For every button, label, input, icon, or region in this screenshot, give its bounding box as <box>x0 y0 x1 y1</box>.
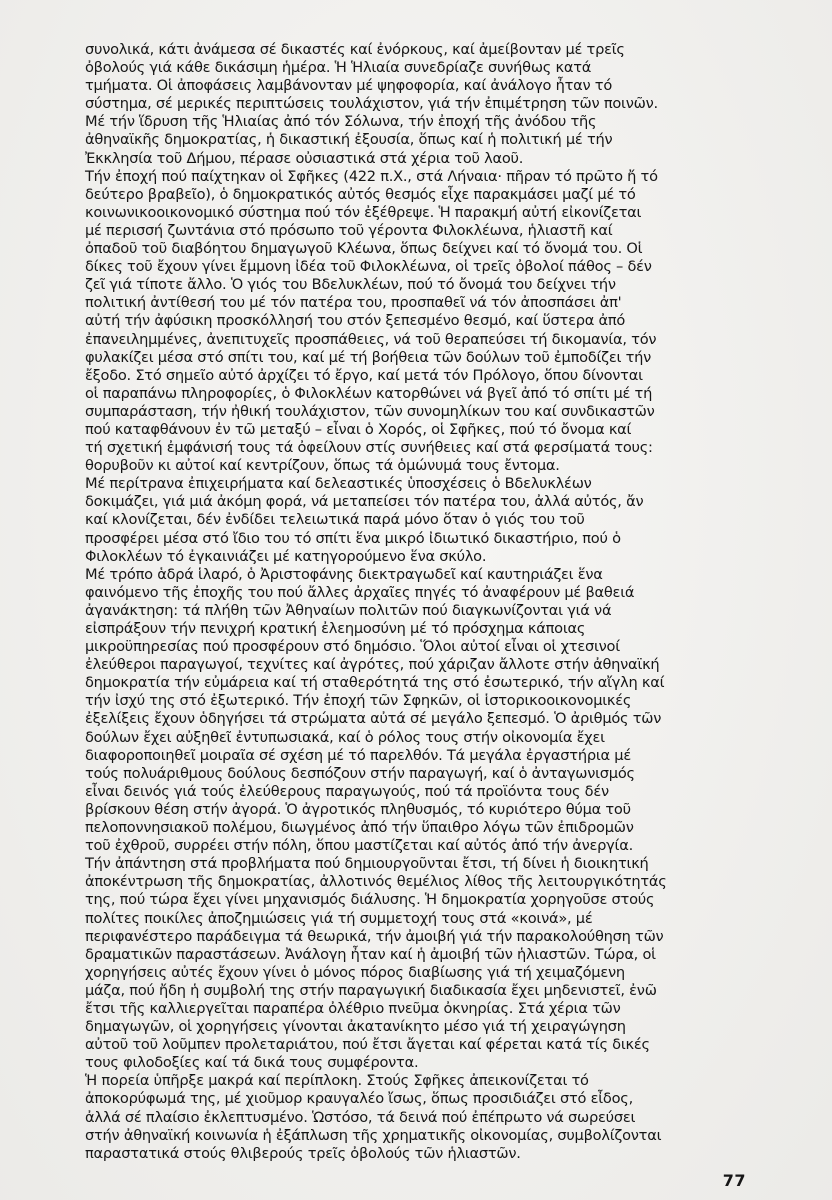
text-line: Φιλοκλέων τό ἐγκαινιάζει μέ κατηγορούμενο ἕνα σκύλο. <box>85 547 487 565</box>
text-line: πολιτική ἀντίθεσή του μέ τόν πατέρα του, προσπαθεῖ νά τόν ἀποσπάσει ἀπ' <box>85 294 622 312</box>
text-line: στήν ἀθηναϊκή κοινωνία ἡ ἐξάπλωση τῆς χρηματικῆς οἰκονομίας, συμβολίζονται <box>85 1126 662 1144</box>
text-line: ἔξοδο. Στό σημεῖο αὐτό ἀρχίζει τό ἔργο, καί μετά τόν Πρόλογο, ὅπου δίνονται <box>85 366 643 384</box>
text-line: δούλων ἔχει αὐξηθεῖ ἐντυπωσιακά, καί ὁ ρόλος τους στήν οἰκονομία ἔχει <box>85 728 605 746</box>
text-line: ἀποκέντρωση τῆς δημοκρατίας, ἀλλοτινός θεμέλιος λίθος τῆς λειτουργικότητάς <box>85 873 667 891</box>
text-line: αὐτή τήν ἀφύσικη προσκόλλησή του στόν ξεπεσμένο θεσμό, καί ὕστερα ἀπό <box>85 312 626 330</box>
text-line: κοινωνικοοικονομικό σύστημα πού τόν ἐξέθρεψε. Ἡ παρακμή αὐτή εἰκονίζεται <box>85 203 642 221</box>
text-line: βρίσκουν θέση στήν ἀγορά. Ὁ ἀγροτικός πληθυσμός, τό κυριότερο θύμα τοῦ <box>85 800 631 818</box>
text-line: της, πού τώρα ἔχει γίνει μηχανισμός διάλυσης. Ἡ δημοκρατία χορηγοῦσε στούς <box>85 891 655 909</box>
text-line: Μέ τήν ἵδρυση τῆς Ἡλιαίας ἀπό τόν Σόλωνα, τήν ἐποχή τῆς ἀνόδου τῆς <box>85 113 597 131</box>
text-line: πελοποννησιακοῦ πολέμου, διωγμένος ἀπό τήν ὕπαιθρο λόγω τῶν ἐπιδρομῶν <box>85 819 634 837</box>
text-line: πολίτες ποικίλες ἀποζημιώσεις γιά τή συμμετοχή τους στά «κοινά», μέ <box>85 909 593 927</box>
text-line: φαινόμενο τῆς ἐποχῆς του πού ἄλλες ἀρχαῖες πηγές τό ἀναφέρουν μέ βαθειά <box>85 583 635 601</box>
page-number: 77 <box>722 1171 746 1190</box>
text-line: ἐξελίξεις ἔχουν ὁδηγήσει τά στρώματα αὐτά σέ μεγάλο ξεπεσμό. Ὁ ἀριθμός τῶν <box>85 710 662 728</box>
text-line: Ἐκκλησία τοῦ Δήμου, πέρασε οὐσιαστικά στά χέρια τοῦ λαοῦ. <box>85 149 524 167</box>
text-line: δημαγωγῶν, οἱ χορηγήσεις γίνονται ἀκατανίκητο μέσο γιά τή χειραγώγηση <box>85 1018 626 1036</box>
text-line: εἶναι δεινός γιά τούς ἐλεύθερους παραγωγούς, πού τά προϊόντα τους δέν <box>85 782 609 800</box>
text-line: τούς πολυάριθμους δούλους δεσπόζουν στήν παραγωγή, καί ὁ ἀνταγωνισμός <box>85 764 635 782</box>
text-line: συμπαράσταση, τήν ἠθική τουλάχιστον, τῶν συνομηλίκων του καί συνδικαστῶν <box>85 402 655 420</box>
text-line: δοκιμάζει, γιά μιά ἀκόμη φορά, νά μεταπείσει τόν πατέρα του, ἀλλά αὐτός, ἄν <box>85 493 644 511</box>
text-line: Τήν ἀπάντηση στά προβλήματα πού δημιουργοῦνται ἔτσι, τή δίνει ἡ διοικητική <box>85 855 649 873</box>
text-line: ἐλεύθεροι παραγωγοί, τεχνίτες καί ἀγρότες, πού χάριζαν ἄλλοτε στήν ἀθηναϊκή <box>85 656 660 674</box>
text-line: τμήματα. Οἱ ἀποφάσεις λαμβάνονταν μέ ψηφοφορία, καί ἀνάλογο ἦταν τό <box>85 77 613 95</box>
text-line: μέ περισσή ζωντάνια στό πρόσωπο τοῦ γέροντα Φιλοκλέωνα, ἡλιαστῆ καί <box>85 221 613 239</box>
text-line: μικροϋπηρεσίας πού προσφέρουν στό δημόσιο. Ὅλοι αὐτοί εἶναι οἱ χτεσινοί <box>85 638 620 656</box>
text-line: συνολικά, κάτι ἀνάμεσα σέ δικαστές καί ἐνόρκους, καί ἀμείβονταν μέ τρεῖς <box>85 41 625 58</box>
body-text <box>85 41 785 1163</box>
text-line: πού καταφθάνουν ἐν τῶ μεταξύ – εἶναι ὁ Χορός, οἱ Σφῆκες, πού τό ὄνομα καί <box>85 420 632 438</box>
text-line: τους φιλοδοξίες καί τά δικά τους συμφέροντα. <box>85 1054 419 1072</box>
text-line: σύστημα, σέ μερικές περιπτώσεις τουλάχιστον, γιά τήν ἐπιμέτρηση τῶν ποινῶν. <box>85 95 658 113</box>
text-line: Μέ περίτρανα ἐπιχειρήματα καί δελεαστικές ὑποσχέσεις ὁ Βδελυκλέων <box>85 475 592 493</box>
text-line: ὀβολούς γιά κάθε δικάσιμη ἡμέρα. Ἡ Ἡλιαία συνεδρίαζε συνήθως κατά <box>85 59 592 77</box>
text-line: δημοκρατία τήν εὐμάρεια καί τή σταθερότητά της στό ἐσωτερικό, τήν αἴγλη καί <box>85 674 665 692</box>
text-line: ζεῖ γιά τίποτε ἄλλο. Ὁ γιός του Βδελυκλέων, πού τό ὄνομά του δείχνει τήν <box>85 276 616 294</box>
text-line: διαφοροποιηθεῖ μοιραῖα σέ σχέση μέ τό παρελθόν. Τά μεγάλα ἐργαστήρια μέ <box>85 746 631 764</box>
text-line: προσφέρει μέσα στό ἴδιο του τό σπίτι ἕνα μικρό ἰδιωτικό δικαστήριο, πού ὁ <box>85 529 621 547</box>
text-line: Ἡ πορεία ὑπῆρξε μακρά καί περίπλοκη. Στούς Σφῆκες ἀπεικονίζεται τό <box>85 1072 589 1090</box>
text-line: καί κλονίζεται, δέν ἐνδίδει τελειωτικά παρά μόνο ὅταν ὁ γιός του τοῦ <box>85 511 585 529</box>
text-line: δίκες τοῦ ἔχουν γίνει ἔμμονη ἰδέα τοῦ Φιλοκλέωνα, οἱ τρεῖς ὀβολοί πάθος – δέν <box>85 258 652 276</box>
text-line: θορυβοῦν κι αὐτοί καί κεντρίζουν, ὅπως τά ὁμώνυμά τους ἔντομα. <box>85 457 560 475</box>
text-line: ἔτσι τῆς καλλιεργεῖται παραπέρα ὀλέθριο πνεῦμα ὀκνηρίας. Στά χέρια τῶν <box>85 999 621 1017</box>
text-line: τή σχετική ἐμφάνισή τους τά ὀφείλουν στίς συνήθειες καί στά φερσίματά τους: <box>85 439 653 457</box>
text-line: ὀπαδοῦ τοῦ διαβόητου δημαγωγοῦ Κλέωνα, ὅπως δείχνει καί τό ὄνομά του. Οἱ <box>85 240 643 258</box>
text-line: τήν ἰσχύ της στό ἐξωτερικό. Τήν ἐποχή τῶν Σφηκῶν, οἱ ἱστορικοοικονομικές <box>85 692 632 710</box>
text-line: δεύτερο βραβεῖο), ὁ δημοκρατικός αὐτός θεσμός εἶχε παρακμάσει μαζί μέ τό <box>85 185 636 203</box>
text-line: φυλακίζει μέσα στό σπίτι του, καί μέ τή βοήθεια τῶν δούλων τοῦ ἐμποδίζει τήν <box>85 348 652 366</box>
text-line: μάζα, πού ἤδη ἡ συμβολή της στήν παραγωγική διαδικασία ἔχει μηδενιστεῖ, ἐνῶ <box>85 981 657 999</box>
text-line: Μέ τρόπο ἁδρά ἱλαρό, ὁ Ἀριστοφάνης διεκτραγωδεῖ καί καυτηριάζει ἕνα <box>85 565 603 583</box>
text-line: περιφανέστερο παράδειγμα τά θεωρικά, τήν ἀμοιβή γιά τήν παρακολούθηση τῶν <box>85 927 664 945</box>
text-line: ἐπανειλημμένες, ἀνεπιτυχεῖς προσπάθειες, νά τοῦ θεραπεύσει τή δικομανία, τόν <box>85 330 657 348</box>
text-line: οἱ παραπάνω πληροφορίες, ὁ Φιλοκλέων κατορθώνει νά βγεῖ ἀπό τό σπίτι μέ τή <box>85 384 653 402</box>
text-line: χορηγήσεις αὐτές ἔχουν γίνει ὁ μόνος πόρος διαβίωσης γιά τή χειμαζόμενη <box>85 963 625 981</box>
text-line: ἀθηναϊκῆς δημοκρατίας, ἡ δικαστική ἐξουσία, ὅπως καί ἡ πολιτική μέ τήν <box>85 131 613 149</box>
text-line: παραστατικά στούς θλιβερούς τρεῖς ὀβολούς τῶν ἡλιαστῶν. <box>85 1144 521 1162</box>
text-line: εἰσπράξουν τήν πενιχρή κρατική ἐλεημοσύνη μέ τό πρόσχημα κάποιας <box>85 620 586 637</box>
text-line: αὐτοῦ τοῦ λοῦμπεν προλεταριάτου, πού ἔτσι ἄγεται καί φέρεται κατά τίς δικές <box>85 1036 650 1054</box>
text-line: Τήν ἐποχή πού παίχτηκαν οἱ Σφῆκες (422 π.Χ., στά Λήναια· πῆραν τό πρῶτο ἤ τό <box>85 167 658 185</box>
text-line: τοῦ ἐχθροῦ, συρρέει στήν πόλη, ὅπου μαστίζεται καί αὐτός ἀπό τήν ἀνεργία. <box>85 837 633 855</box>
text-line: ἀγανάκτηση: τά πλήθη τῶν Ἀθηναίων πολιτῶν πού διαγκωνίζονται γιά νά <box>85 601 612 619</box>
text-line: ἀποκορύφωμά της, μέ χιοῦμορ κραυγαλέο ἴσως, ὅπως προσιδιάζει στό εἶδος, <box>85 1090 633 1108</box>
text-line: δραματικῶν παραστάσεων. Ἀνάλογη ἦταν καί ἡ ἀμοιβή τῶν ἡλιαστῶν. Τώρα, οἱ <box>85 945 656 963</box>
text-line: ἀλλά σέ πλαίσιο ἐκλεπτυσμένο. Ὡστόσο, τά δεινά πού ἐπέπρωτο νά σωρεύσει <box>85 1108 636 1126</box>
